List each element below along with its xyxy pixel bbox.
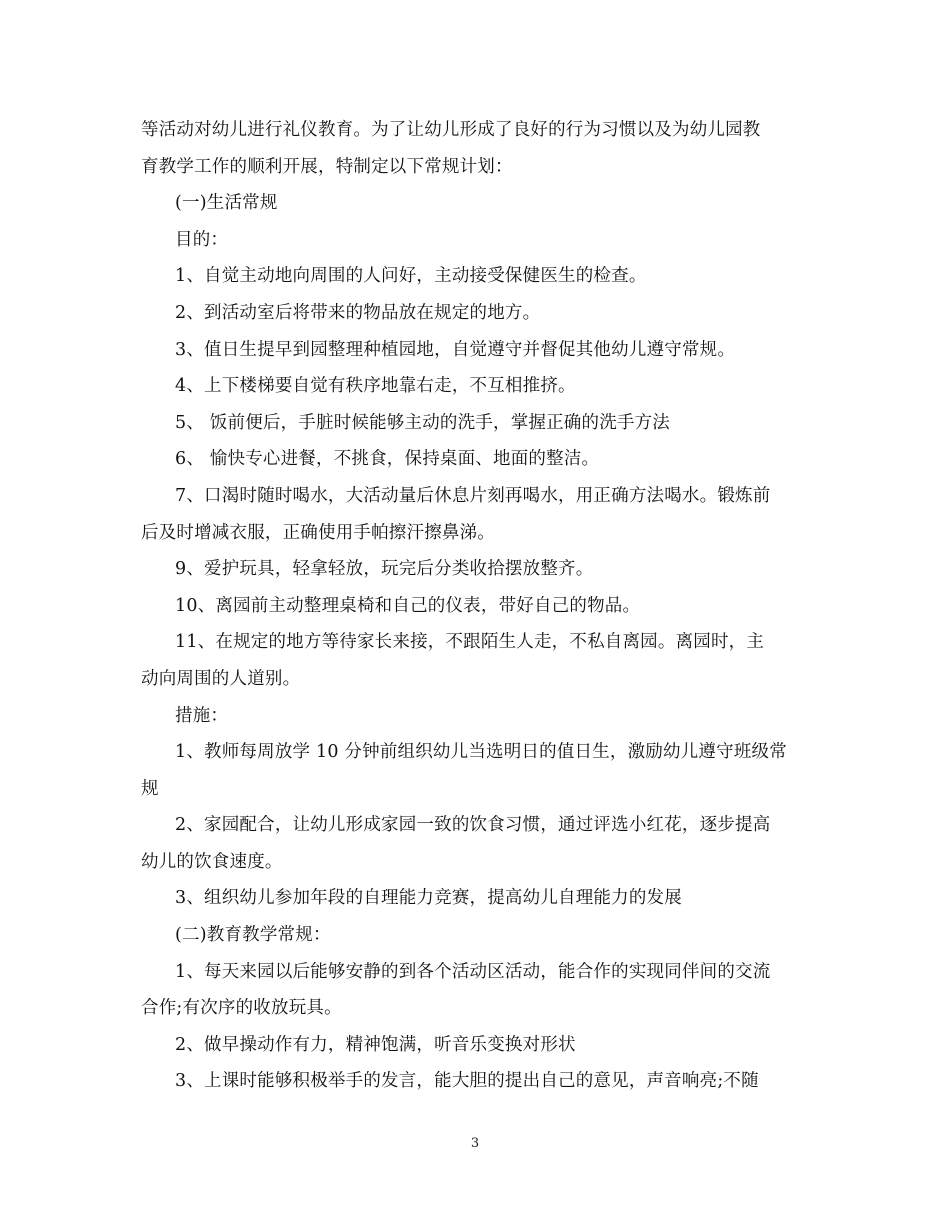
text-line: 9、爱护玩具，轻拿轻放，玩完后分类收拾摆放整齐。 bbox=[175, 559, 594, 580]
text-line: 规 bbox=[141, 778, 159, 799]
text-line: 7、口渴时随时喝水，大活动量后休息片刻再喝水，用正确方法喝水。锻炼前 bbox=[175, 485, 771, 506]
text-line: 1、自觉主动地向周围的人问好，主动接受保健医生的检查。 bbox=[175, 266, 647, 287]
text-line: (二)教育教学常规： bbox=[175, 925, 331, 946]
text-line: 措施： bbox=[175, 705, 229, 726]
text-line: 5、 饭前便后，手脏时候能够主动的洗手，掌握正确的洗手方法 bbox=[175, 412, 670, 433]
document-body bbox=[141, 112, 811, 1100]
text-line: 幼儿的饮食速度。 bbox=[141, 851, 283, 872]
text-line: 3、上课时能够积极举手的发言，能大胆的提出自己的意见，声音响亮;不随 bbox=[175, 1071, 759, 1092]
text-line: 等活动对幼儿进行礼仪教育。为了让幼儿形成了良好的行为习惯以及为幼儿园教 bbox=[141, 120, 761, 140]
text-line: 2、家园配合，让幼儿形成家园一致的饮食习惯，通过评选小红花，逐步提高 bbox=[175, 815, 771, 836]
text-line: 动向周围的人道别。 bbox=[141, 668, 301, 689]
text-line: 11、在规定的地方等待家长来接，不跟陌生人走，不私自离园。离园时，主 bbox=[175, 632, 765, 653]
text-line: 育教学工作的顺利开展，特制定以下常规计划： bbox=[141, 156, 513, 177]
text-line: 4、上下楼梯要自觉有秩序地靠右走，不互相推挤。 bbox=[175, 376, 576, 397]
text-line: 1、教师每周放学 10 分钟前组织幼儿当选明日的值日生，激励幼儿遵守班级常 bbox=[175, 742, 787, 763]
text-line: 3、组织幼儿参加年段的自理能力竞赛，提高幼儿自理能力的发展 bbox=[175, 888, 682, 909]
text-line: 6、 愉快专心进餐，不挑食，保持桌面、地面的整洁。 bbox=[175, 449, 600, 470]
text-line: 2、做早操动作有力，精神饱满，听音乐变换对形状 bbox=[175, 1034, 576, 1055]
text-line: 合作;有次序的收放玩具。 bbox=[141, 998, 342, 1019]
text-line: 1、每天来园以后能够安静的到各个活动区活动，能合作的实现同伴间的交流 bbox=[175, 961, 771, 982]
text-line: 2、到活动室后将带来的物品放在规定的地方。 bbox=[175, 302, 541, 323]
page-number: 3 bbox=[470, 1136, 480, 1151]
text-line: 目的： bbox=[175, 229, 229, 250]
text-line: 3、值日生提早到园整理种植园地，自觉遵守并督促其他幼儿遵守常规。 bbox=[175, 339, 736, 360]
text-line: (一)生活常规 bbox=[175, 193, 278, 214]
text-line: 10、离园前主动整理桌椅和自己的仪表，带好自己的物品。 bbox=[175, 595, 641, 616]
text-line: 后及时增减衣服，正确使用手帕擦汗擦鼻涕。 bbox=[141, 522, 495, 543]
